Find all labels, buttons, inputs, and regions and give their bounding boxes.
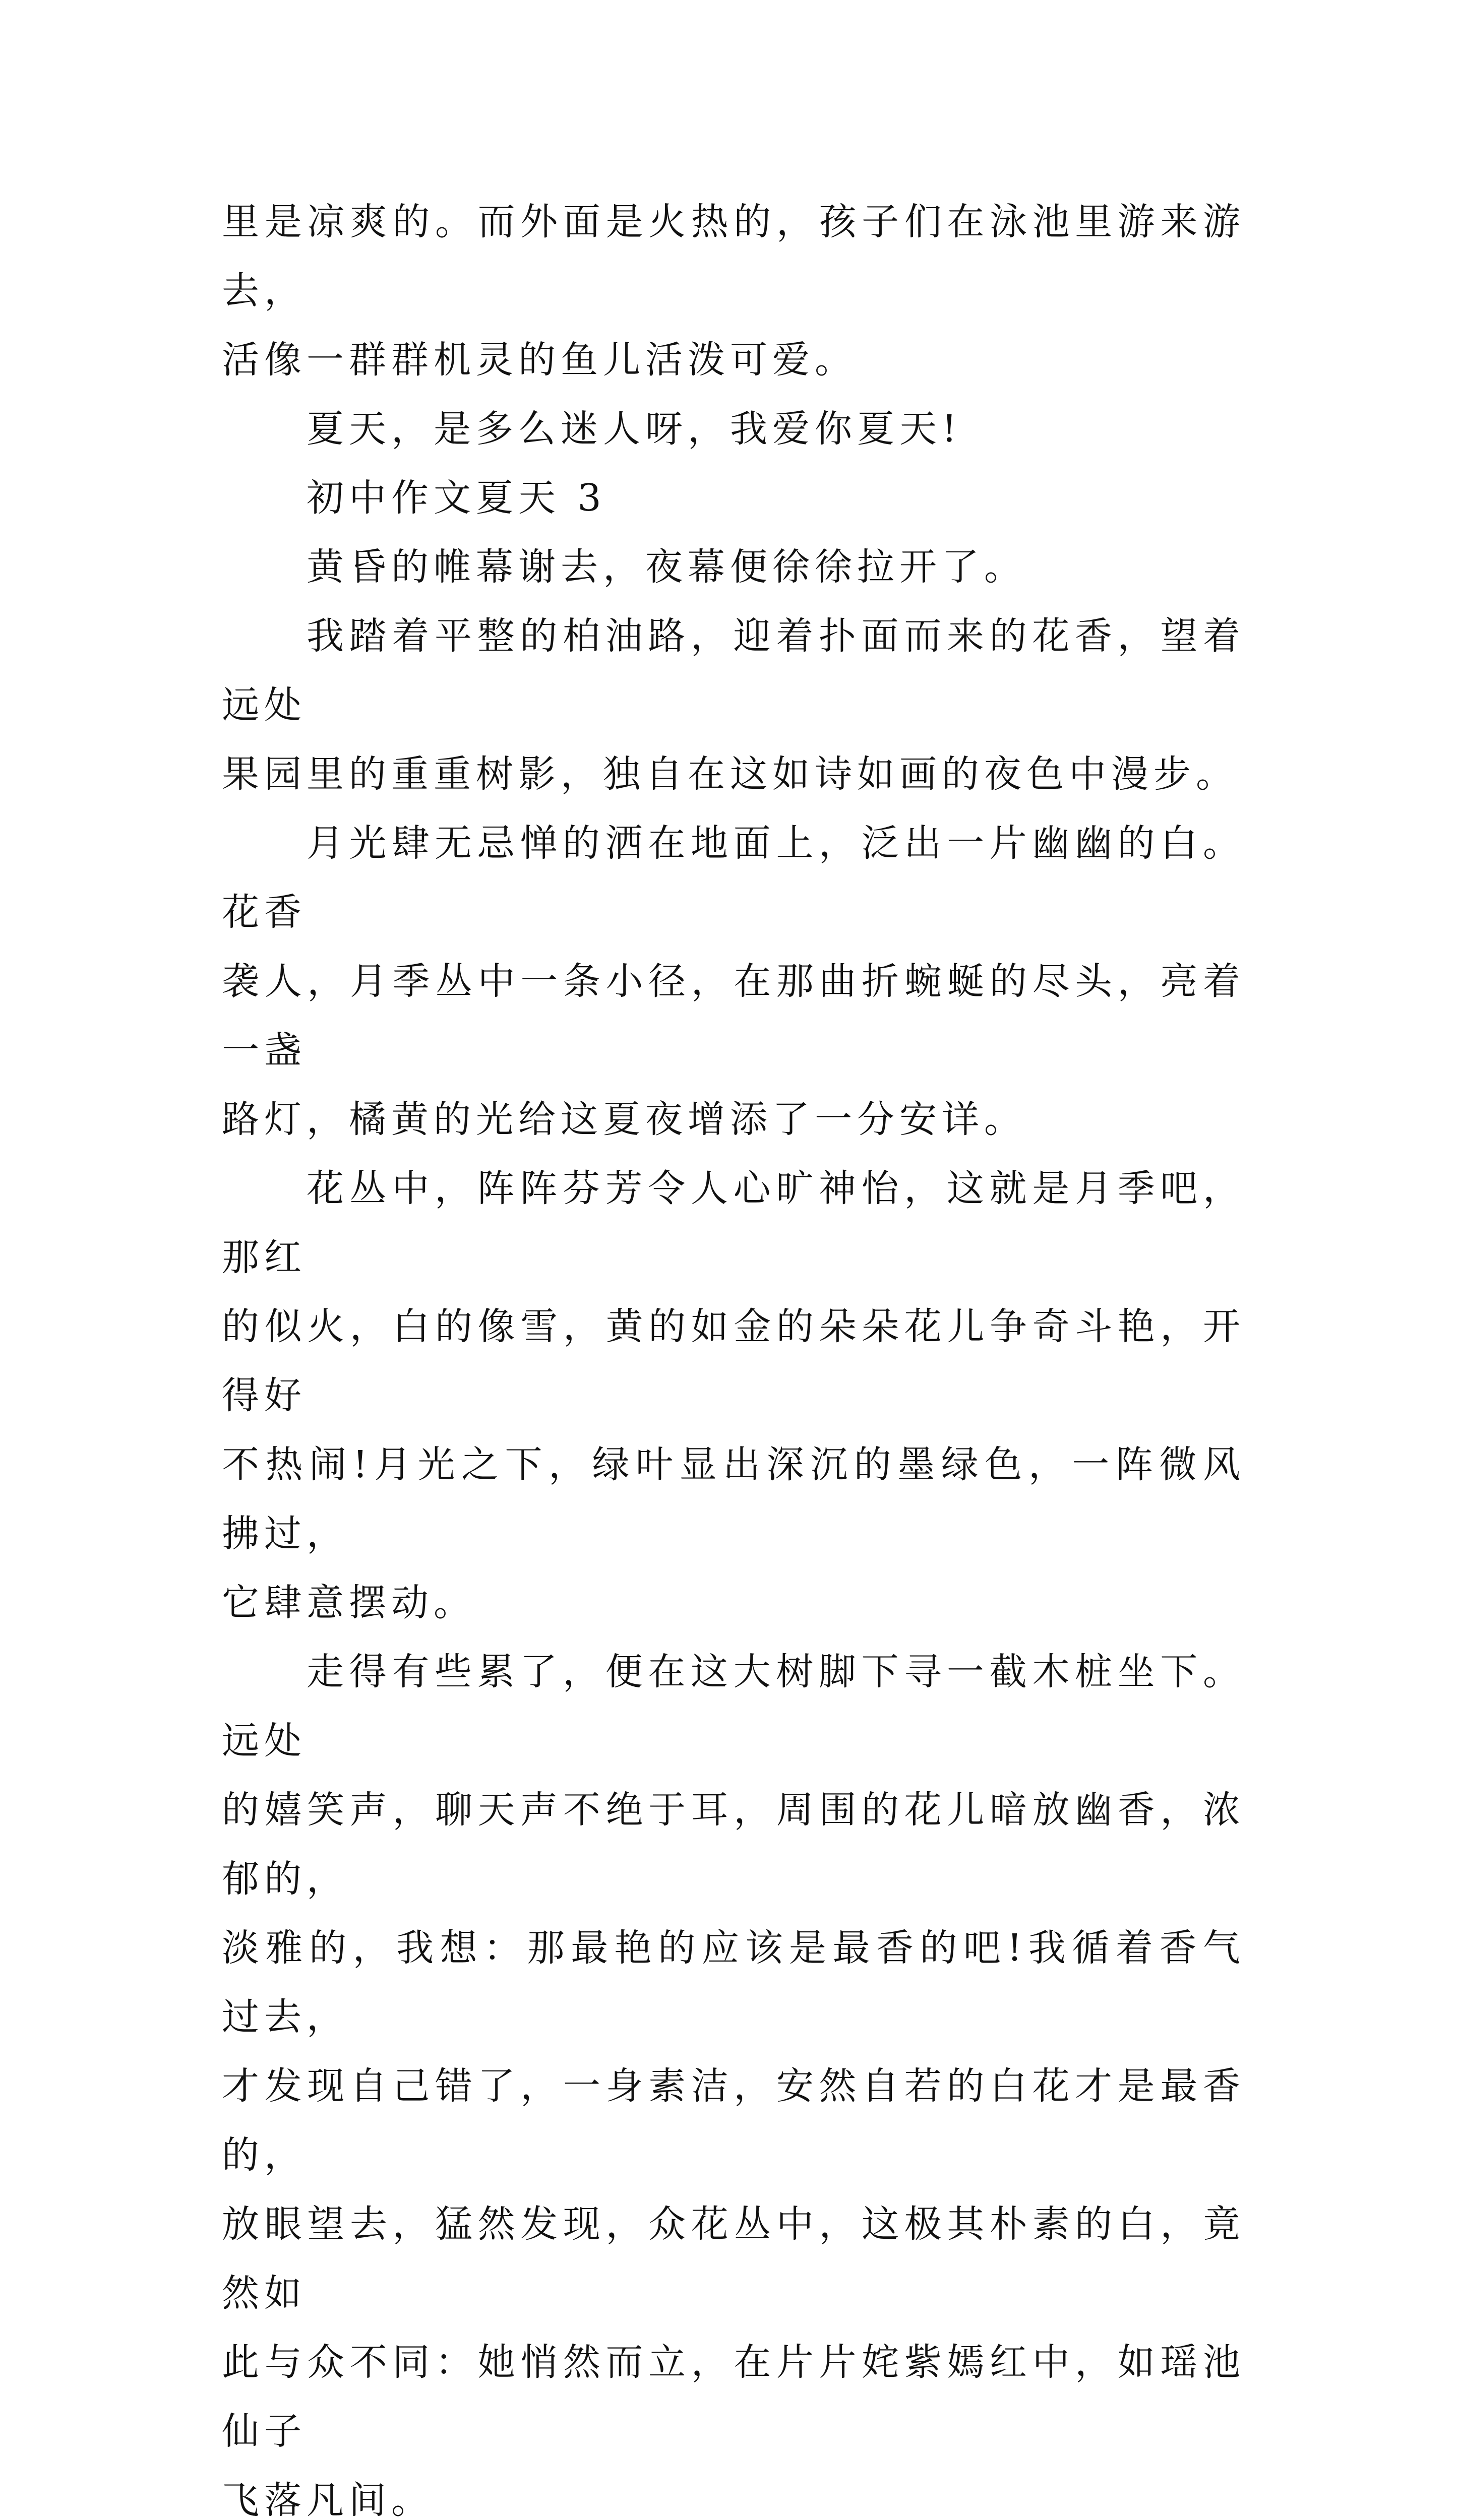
paragraph xyxy=(222,1154,1245,1637)
text-line: 的似火，白的像雪，黄的如金的朵朵花儿争奇斗艳，开得好 xyxy=(222,1305,1245,1417)
text-line: 黄昏的帷幕谢去，夜幕便徐徐拉开了。 xyxy=(307,545,1026,589)
paragraph xyxy=(222,464,1245,533)
paragraph xyxy=(222,1637,1245,2520)
text-line: 袭人，月季丛中一条小径，在那曲折蜿蜒的尽头，亮着一盏 xyxy=(222,960,1245,1072)
text-line: 夏天，是多么迷人呀，我爱你夏天! xyxy=(307,407,962,451)
text-line: 果园里的重重树影，独自在这如诗如画的夜色中漫步。 xyxy=(222,752,1238,796)
text-line: 我踏着平整的柏油路，迎着扑面而来的花香，望着远处 xyxy=(222,614,1245,727)
text-line: 活像一群群机灵的鱼儿活泼可爱。 xyxy=(222,338,857,382)
text-line: 的嬉笑声，聊天声不绝于耳，周围的花儿暗放幽香，浓郁的， xyxy=(222,1788,1245,1901)
paragraph xyxy=(222,533,1245,602)
text-line: 淡雅的，我想：那最艳的应该是最香的吧!我循着香气过去， xyxy=(222,1926,1245,2039)
text-line: 放眼望去，猛然发现，众花丛中，这极其朴素的白，竟然如 xyxy=(222,2202,1245,2315)
text-line: 里是凉爽的。而外面是火热的，孩子们在泳池里游来游去， xyxy=(222,200,1245,312)
text-line: 初中作文夏天 3 xyxy=(307,476,606,520)
paragraph xyxy=(222,187,1245,395)
paragraph xyxy=(222,602,1245,809)
paragraph xyxy=(222,395,1245,464)
text-line: 此与众不同：她悄然而立，在片片姹紫嫣红中，如瑶池仙子 xyxy=(222,2341,1245,2453)
text-line: 走得有些累了，便在这大树脚下寻一截木桩坐下。远处 xyxy=(222,1650,1245,1762)
document-body xyxy=(222,187,1245,2520)
text-line: 不热闹!月光之下，绿叶显出深沉的墨绿色，一阵微风拂过， xyxy=(222,1443,1245,1555)
text-line: 才发现自己错了，一身素洁，安然自若的白花才是最香的， xyxy=(222,2064,1245,2177)
text-line: 它肆意摆动。 xyxy=(222,1581,476,1624)
text-line: 飞落凡间。 xyxy=(222,2479,434,2520)
text-line: 月光肆无忌惮的洒在地面上，泛出一片幽幽的白。花香 xyxy=(222,822,1245,934)
text-line: 花丛中，阵阵芬芳令人心旷神怡，这就是月季吧，那红 xyxy=(222,1167,1245,1279)
text-line: 路灯，橘黄的光给这夏夜增添了一分安详。 xyxy=(222,1098,1026,1141)
paragraph xyxy=(222,809,1245,1154)
